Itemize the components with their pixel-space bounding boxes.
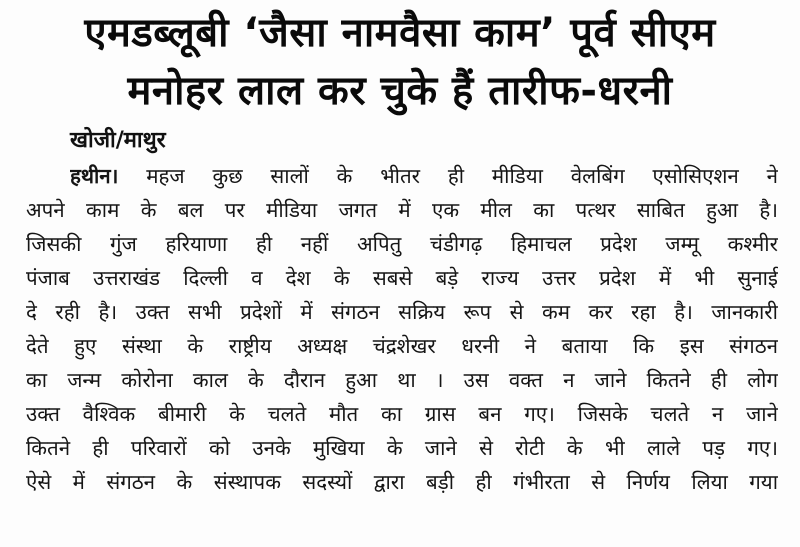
body-line-8: उक्त वैश्विक बीमारी के चलते मौत का ग्रास बन गए। जिसके चलते न जाने [26,402,778,426]
body-line-6: देते हुए संस्था के राष्ट्रीय अध्यक्ष चंद्रशेखर धरनी ने बताया कि इस संगठन [26,334,778,358]
byline: खोजी/माथुर [70,128,166,153]
body-line-5: दे रही है। उक्त सभी प्रदेशों में संगठन सक्रिय रूप से कम कर रहा है। जानकारी [26,300,778,324]
body-line-4: पंजाब उत्तराखंड दिल्ली व देश के सबसे बड़े राज्य उत्तर प्रदेश में भी सुनाई [26,266,778,290]
headline-line-1: एमडब्लूबी ‘जैसा नामवैसा काम’ पूर्व सीएम [84,10,716,56]
body-line-2: अपने काम के बल पर मीडिया जगत में एक मील का पत्थर साबित हुआ है। [26,198,778,222]
body-line-3: जिसकी गुंज हरियाणा ही नहीं अपितु चंडीगढ़ हिमाचल प्रदेश जम्मू कश्मीर [26,232,778,256]
body-line-9: कितने ही परिवारों को उनके मुखिया के जाने से रोटी के भी लाले पड़ गए। [26,436,778,460]
body-line-7: का जन्म कोरोना काल के दौरान हुआ था । उस वक्त न जाने कितने ही लोग [26,368,778,392]
body-line-10: ऐसे में संगठन के संस्थापक सदस्यों द्वारा बड़ी ही गंभीरता से निर्णय लिया गया [26,470,778,494]
body-line-1 [70,160,778,193]
body-line-1-text: महज कुछ सालों के भीतर ही मीडिया वेलबिंग एसोसिएशन ने [118,164,778,188]
dateline: हथीन। [70,164,119,188]
headline-line-2: मनोहर लाल कर चुके हैं तारीफ-धरनी [127,68,673,114]
